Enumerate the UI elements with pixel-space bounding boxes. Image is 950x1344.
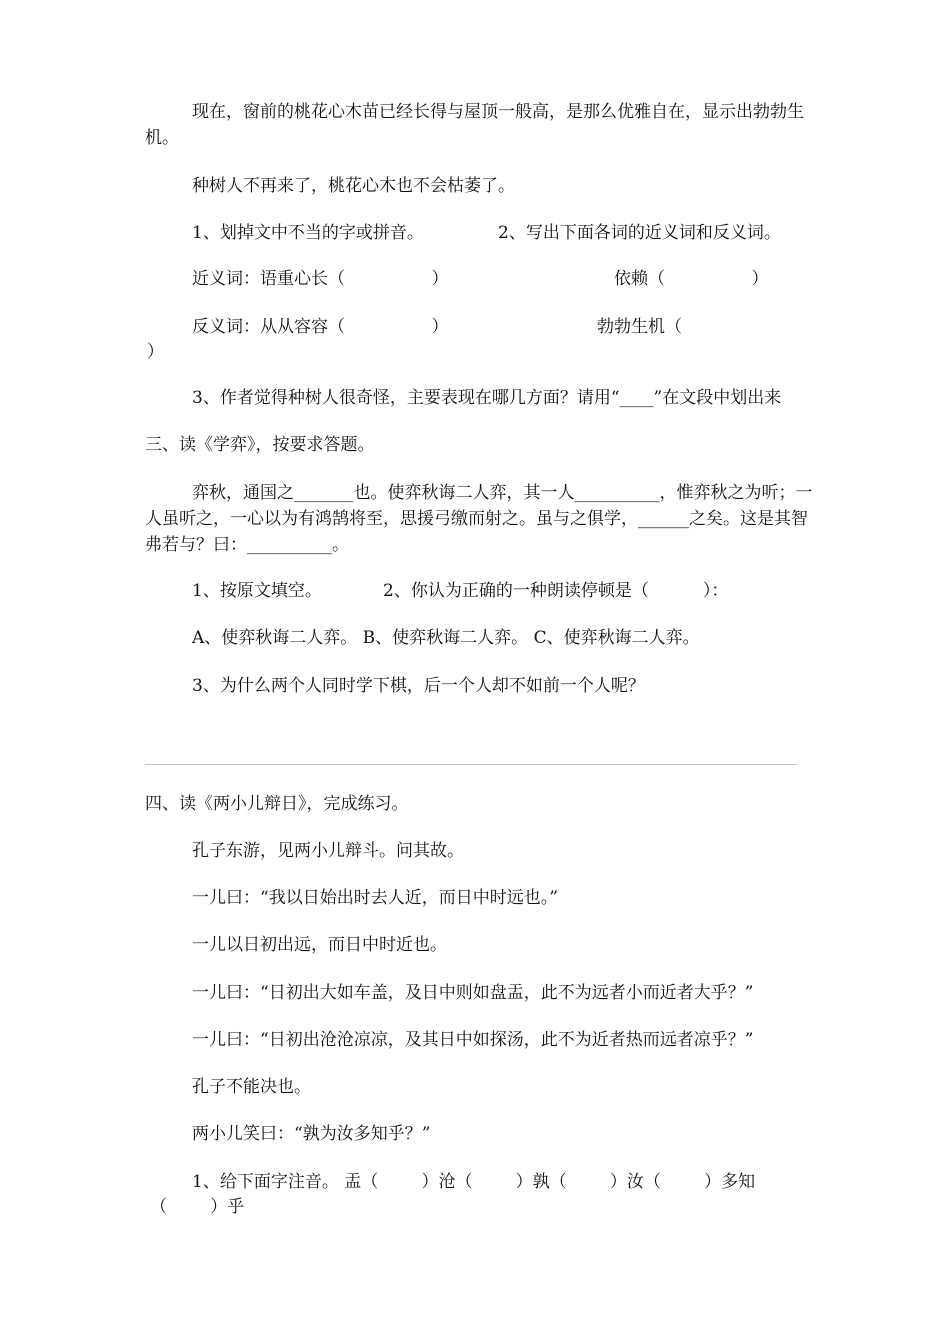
xueyi-passage-line-3[interactable]: 弗若与？曰：__________。 bbox=[145, 535, 349, 555]
xueyi-question-2[interactable]: 2、你认为正确的一种朗读停顿是（ ）： bbox=[383, 581, 729, 601]
antonym-blank-2[interactable]: 勃勃生机（ bbox=[597, 317, 682, 337]
xueyi-options: A、使弈秋诲二人弈。 B、使弈秋诲二人弈。 C、使弈秋诲二人弈。 bbox=[192, 628, 700, 648]
pinyin-question-line-1[interactable]: 1、给下面字注音。 盂（ ）沧（ ）孰（ ）汝（ ）多知 bbox=[192, 1172, 756, 1192]
question-1: 1、划掉文中不当的字或拼音。 bbox=[192, 223, 424, 243]
section-3-title: 三、读《学弈》，按要求答题。 bbox=[145, 435, 375, 455]
bianri-line-3: 一儿以日初出远，而日中时近也。 bbox=[192, 935, 447, 955]
bianri-line-2: 一儿曰：“我以日始出时去人近，而日中时远也。” bbox=[192, 888, 558, 908]
answer-line[interactable] bbox=[145, 764, 797, 765]
synonym-blank-2[interactable]: 依赖（ ） bbox=[614, 269, 769, 289]
pinyin-question-line-2[interactable]: （ ）乎 bbox=[150, 1197, 245, 1217]
section-4-title: 四、读《两小儿辩日》，完成练习。 bbox=[145, 794, 409, 814]
xueyi-question-1: 1、按原文填空。 bbox=[192, 581, 322, 601]
question-3: 3、作者觉得种树人很奇怪，主要表现在哪几方面？请用“____”在文段中划出来 bbox=[192, 388, 782, 408]
xueyi-passage-line-2[interactable]: 人虽听之，一心以为有鸿鹄将至，思援弓缴而射之。虽与之俱学，______之矣。这是其智 bbox=[145, 509, 808, 529]
xueyi-passage-line-1[interactable]: 弈秋，通国之_______也。使弈秋诲二人弈，其一人__________，惟弈秋之为听；一 bbox=[192, 483, 813, 503]
passage-line-1: 现在，窗前的桃花心木苗已经长得与屋顶一般高，是那么优雅自在，显示出勃勃生 bbox=[192, 102, 804, 122]
antonym-blank-1[interactable]: 反义词：从从容容（ ） bbox=[192, 317, 449, 337]
antonym-blank-2-close: ） bbox=[147, 342, 164, 362]
question-2: 2、写出下面各词的近义词和反义词。 bbox=[498, 223, 781, 243]
synonym-blank-1[interactable]: 近义词：语重心长（ ） bbox=[192, 269, 449, 289]
bianri-line-7: 两小儿笑曰：“孰为汝多知乎？” bbox=[192, 1124, 431, 1144]
xueyi-question-3: 3、为什么两个人同时学下棋，后一个人却不如前一个人呢？ bbox=[192, 676, 645, 696]
passage-line-3: 种树人不再来了，桃花心木也不会枯萎了。 bbox=[192, 176, 515, 196]
bianri-line-1: 孔子东游，见两小儿辩斗。问其故。 bbox=[192, 841, 464, 861]
passage-line-2: 机。 bbox=[145, 128, 179, 148]
bianri-line-5: 一儿曰：“日初出沧沧凉凉，及其日中如探汤，此不为近者热而远者凉乎？” bbox=[192, 1030, 754, 1050]
bianri-line-4: 一儿曰：“日初出大如车盖，及日中则如盘盂，此不为远者小而近者大乎？” bbox=[192, 983, 754, 1003]
bianri-line-6: 孔子不能决也。 bbox=[192, 1077, 311, 1097]
